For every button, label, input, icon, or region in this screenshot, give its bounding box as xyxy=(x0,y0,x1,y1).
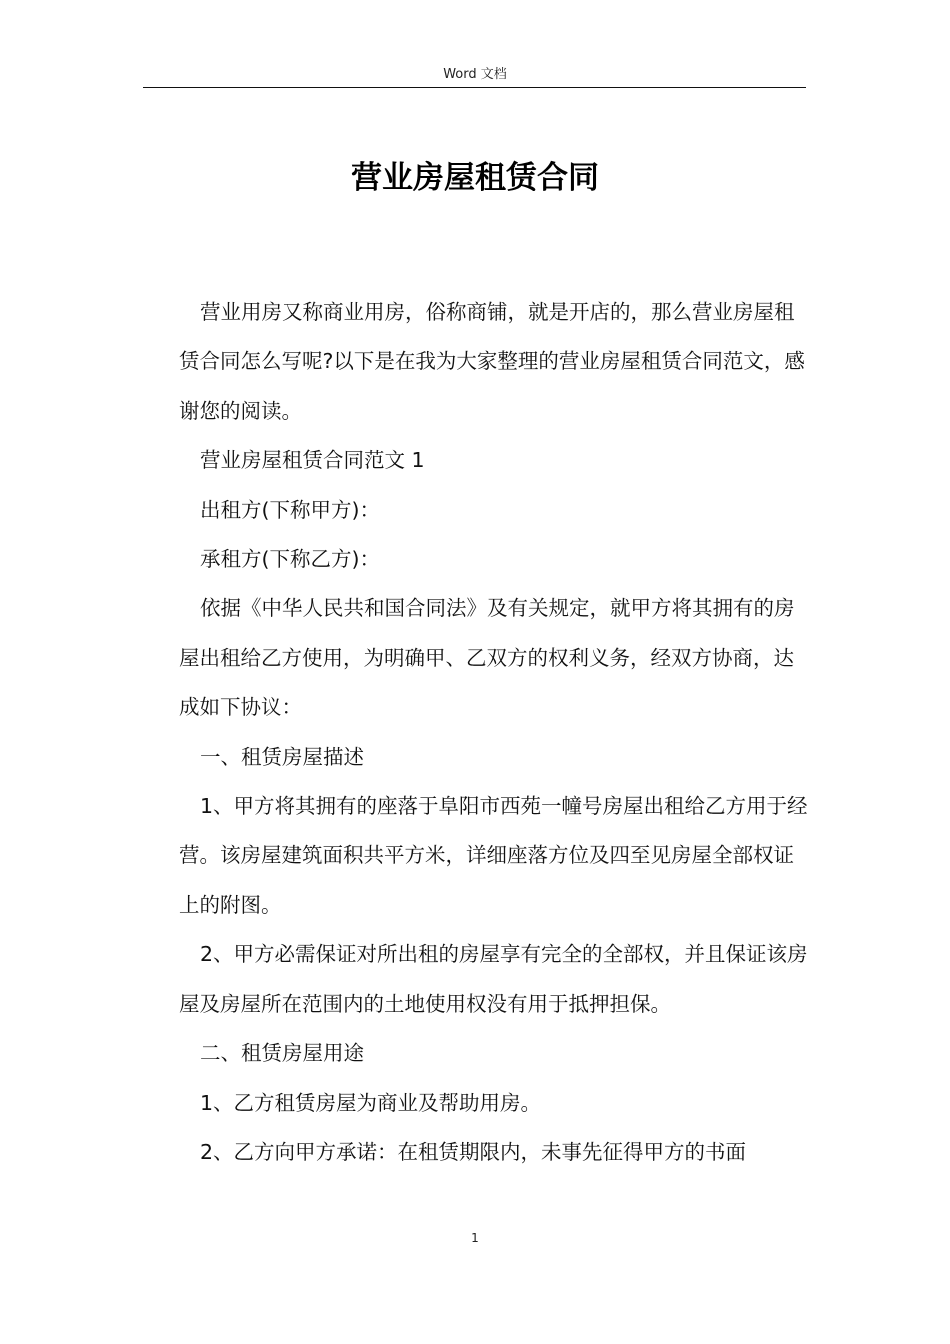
paragraph-section-2-heading: 二、租赁房屋用途 xyxy=(200,1041,364,1066)
document-title: 营业房屋租赁合同 xyxy=(351,160,599,196)
paragraph-section-1-heading: 一、租赁房屋描述 xyxy=(200,744,364,769)
paragraph-intro: 营业用房又称商业用房，俗称商铺，就是开店的，那么营业房屋租赁合同怎么写呢?以下是在我为大家整理的营业房屋租赁合同范文，感谢您的阅读。 xyxy=(179,300,805,423)
paragraph-lessor: 出租方(下称甲方)： xyxy=(200,497,380,522)
page-number: 1 xyxy=(471,1231,479,1245)
paragraph-sample-heading: 营业房屋租赁合同范文 1 xyxy=(200,448,425,473)
paragraph-clause-2-1: 1、乙方租赁房屋为商业及帮助用房。 xyxy=(200,1090,542,1115)
paragraph-clause-1-2: 2、甲方必需保证对所出租的房屋享有完全的全部权，并且保证该房屋及房屋所在范围内的土地使用权没有用于抵押担保。 xyxy=(179,942,808,1016)
header-text: Word 文档 xyxy=(443,67,507,82)
paragraph-basis: 依据《中华人民共和国合同法》及有关规定，就甲方将其拥有的房屋出租给乙方使用，为明确甲、乙双方的权利义务，经双方协商，达成如下协议： xyxy=(179,596,795,720)
paragraph-clause-2-2: 2、乙方向甲方承诺：在租赁期限内，未事先征得甲方的书面 xyxy=(200,1139,747,1164)
header-divider xyxy=(143,87,806,88)
paragraph-lessee: 承租方(下称乙方)： xyxy=(200,547,380,572)
document-body xyxy=(179,288,811,1177)
paragraph-clause-1-1: 1、甲方将其拥有的座落于阜阳市西苑一幢号房屋出租给乙方用于经营。该房屋建筑面积共平方米，详细座落方位及四至见房屋全部权证上的附图。 xyxy=(179,794,808,917)
